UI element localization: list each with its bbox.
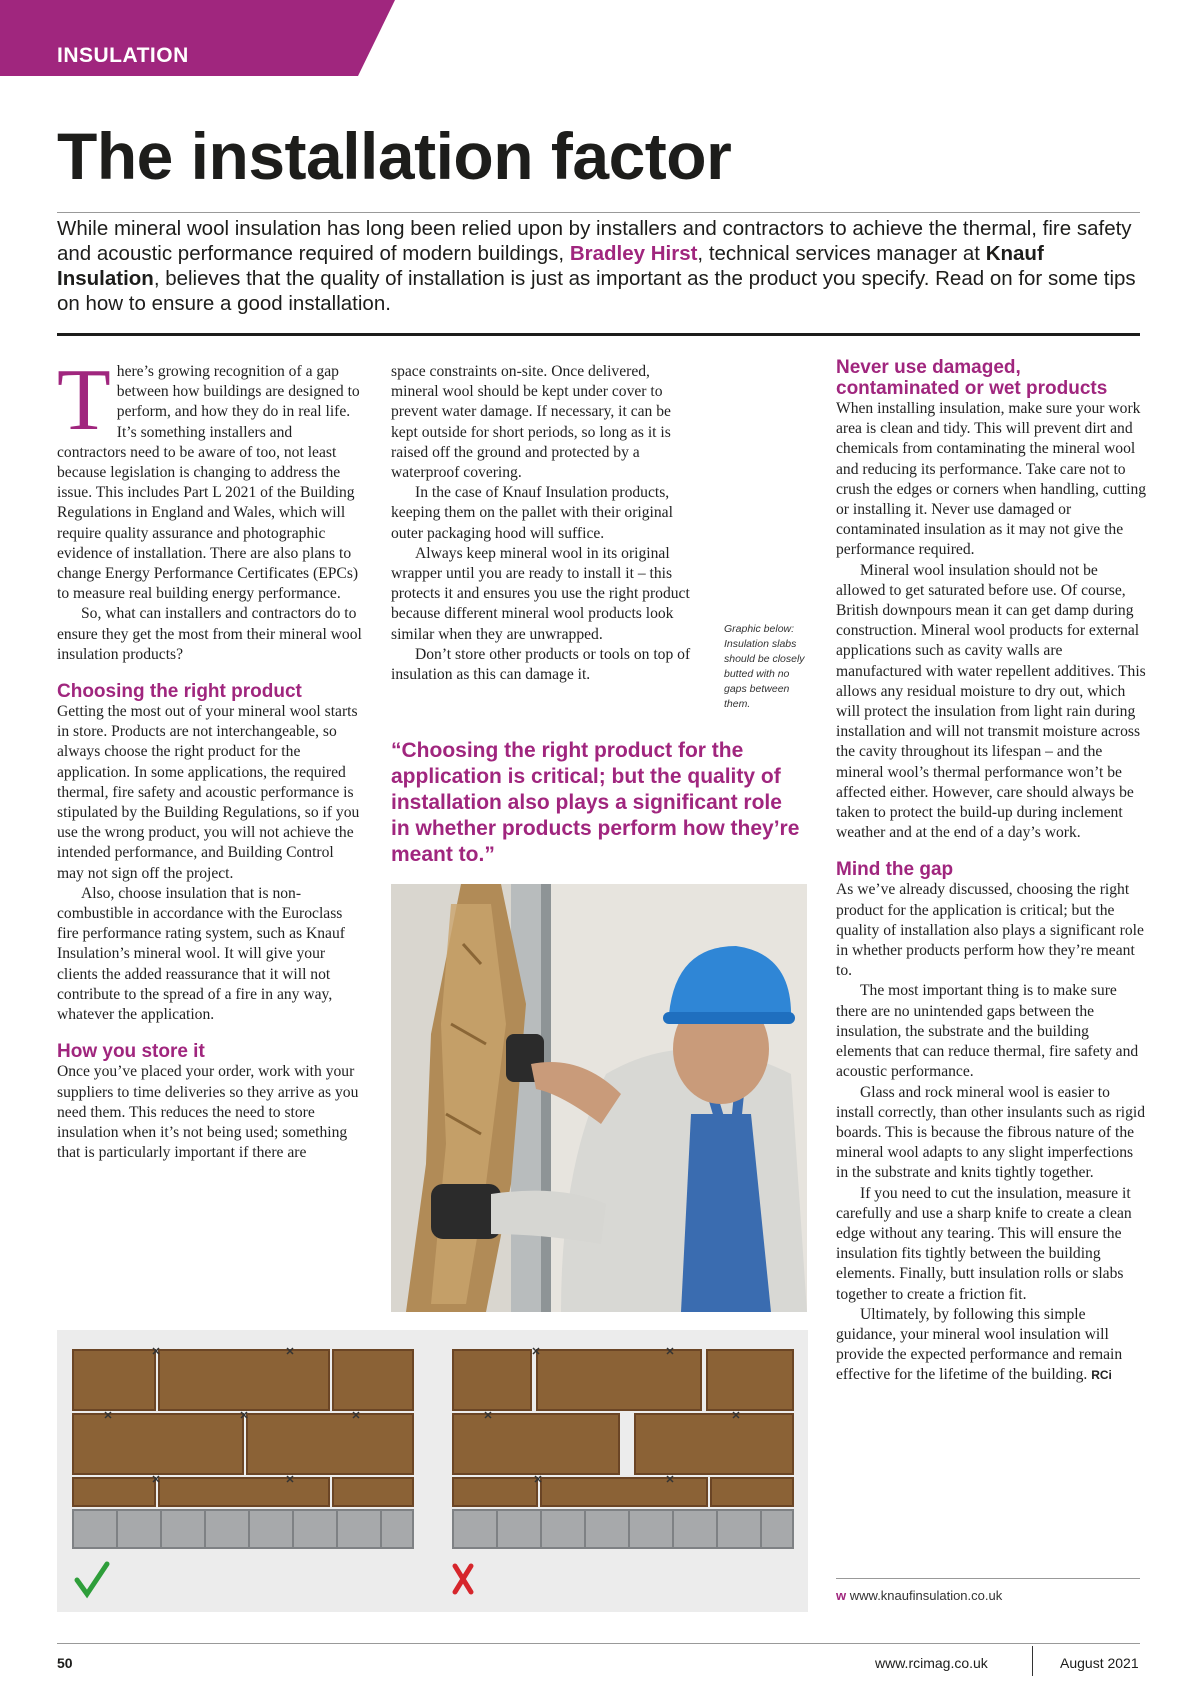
standfirst-text: , technical services manager at xyxy=(697,242,980,265)
standfirst-text: While mineral wool insulation has long been relied upon by installers and contractors to achieve the thermal, fire safety and acoustic performance required of modern buildings, xyxy=(57,217,1132,265)
body-paragraph: Glass and rock mineral wool is easier to install correctly, than other insulants such as rigid boards. This is because the fibrous nature of the mineral wool adapts to any slight imperfections in the substrate and knits tightly together. xyxy=(836,1083,1146,1182)
intro-text: here’s growing recognition of a gap between how buildings are designed to perform, and how they do in real life. It’s something installers and contractors need to be aware of too, not least because legislation is changing to address the issue. This includes Part L 2021 of the Building Regulations in England and Wales, which will require quality assurance and photographic evidence of installation. There are also plans to change Energy Performance Certificates (EPCs) to measure real building energy performance. xyxy=(57,363,360,603)
insulation-slab-diagram xyxy=(57,1330,808,1612)
body-paragraph: Getting the most out of your mineral wool starts in store. Products are not interchangeable, so always choose the right product for the application. In some applications, the required thermal, fire safety and acoustic performance is stipulated by the Building Regulations, so if you use the wrong product, you will not achieve the intended performance, and Building Control may not sign off the project. xyxy=(57,703,360,882)
subheading-choosing: Choosing the right product xyxy=(57,681,302,703)
subheading-gap: Mind the gap xyxy=(836,859,954,881)
body-paragraph: Ultimately, by following this simple guidance, your mineral wool insulation will provide the expected performance and remain effective for the lifetime of the building. xyxy=(836,1305,1123,1384)
section-label: INSULATION xyxy=(57,44,189,67)
footer-website[interactable]: www.rcimag.co.uk xyxy=(875,1655,988,1671)
end-mark: RCi xyxy=(1091,1368,1112,1383)
body-paragraph: If you need to cut the insulation, measure it carefully and use a sharp knife to create a clean edge without any tearing. This will ensure the insulation fits tightly between the building elements. Finally, butt insulation rolls or slabs together to create a friction fit. xyxy=(836,1184,1132,1303)
body-paragraph: As we’ve already discussed, choosing the right product for the application is critical; but the quality of installation also plays a significant role in whether products perform how they’re meant to. xyxy=(836,881,1144,980)
body-paragraph: space constraints on-site. Once delivered, mineral wool should be kept under cover to prevent water damage. If necessary, it can be kept outside for short periods, so long as it is raised off the ground and protected by a waterproof covering. xyxy=(391,363,671,482)
body-paragraph: When installing insulation, make sure your work area is clean and tidy. This will prevent dirt and chemicals from contaminating the mineral wool and reducing its performance. Take care not to crush the edges or corners when handling, cutting or installing it. Never use damaged or contaminated insulation as it may not give the performance required. xyxy=(836,400,1147,559)
correct-wall xyxy=(73,1350,413,1548)
footer-divider xyxy=(1032,1646,1033,1676)
drop-cap: T xyxy=(57,352,111,449)
column-3 xyxy=(836,357,1147,1386)
body-paragraph: Don’t store other products or tools on top of insulation as this can damage it. xyxy=(391,645,691,684)
column-1 xyxy=(57,352,364,1163)
standfirst xyxy=(57,216,1147,316)
website-prefix: w xyxy=(836,1588,847,1603)
subheading-damaged: Never use damaged, contaminated or wet products xyxy=(836,357,1108,399)
image-caption: Graphic below: Insulation slabs should be closely butted with no gaps between them. xyxy=(724,623,805,710)
footer-rule xyxy=(57,1643,1140,1644)
url-rule xyxy=(836,1578,1140,1579)
body-paragraph: The most important thing is to make sure there are no unintended gaps between the insulation, the substrate and the building elements that can reduce thermal, fire safety and acoustic performance. xyxy=(836,982,1139,1081)
body-paragraph: Also, choose insulation that is non-combustible in accordance with the Euroclass fire performance rating system, such as Knauf Insulation’s mineral wool. It will give your clients the added reassurance that it will not contribute to the spread of a fire in any way, whatever the application. xyxy=(57,884,345,1024)
body-paragraph: Always keep mineral wool in its original wrapper until you are ready to install it – this protects it and ensures you use the right product because different mineral wool products look similar when they are unwrapped. xyxy=(391,544,690,643)
column-2 xyxy=(391,362,695,685)
body-paragraph: In the case of Knauf Insulation products, keeping them on the pallet with their original outer packaging hood will suffice. xyxy=(391,484,673,542)
installer-photo xyxy=(391,884,807,1312)
website-line xyxy=(836,1588,1002,1603)
title-rule xyxy=(57,212,1140,213)
website-link[interactable]: www.knaufinsulation.co.uk xyxy=(849,1588,1003,1603)
footer-date: August 2021 xyxy=(1060,1655,1139,1671)
body-paragraph: Mineral wool insulation should not be allowed to get saturated before use. Of course, British downpours mean it can get damp during construction. Mineral wool products for external applications such as cavity walls are manufactured with water repellent additives. This allows any residual moisture to dry out, which will protect the insulation from light rain during installation and will not transmit moisture across the cavity throughout its lifespan – and the mineral wool’s thermal performance won’t be affected either. However, care should always be taken to protect the build-up during inclement weather and at the end of a day’s work. xyxy=(836,561,1146,842)
page-number: 50 xyxy=(57,1655,73,1671)
standfirst-rule xyxy=(57,333,1140,336)
pull-quote: “Choosing the right product for the application is critical; but the quality of installation also plays a significant role in whether products perform how they’re meant to.” xyxy=(391,739,800,866)
intro-text-2: So, what can installers and contractors do to ensure they get the most from their mineral wool insulation products? xyxy=(57,605,362,663)
subheading-storing: How you store it xyxy=(57,1041,205,1063)
company-name: Knauf Insulation xyxy=(57,242,1044,290)
body-paragraph: Once you’ve placed your order, work with your suppliers to time deliveries so they arrive as you need them. This reduces the need to store insulation when it’s not being used; something that is particularly important if there are xyxy=(57,1063,359,1162)
standfirst-text: , believes that the quality of installation is just as important as the product you specify. Read on for some tips on how to ensure a good installation. xyxy=(57,267,1136,315)
author-name: Bradley Hirst xyxy=(569,242,698,265)
page-title: The installation factor xyxy=(57,119,732,193)
